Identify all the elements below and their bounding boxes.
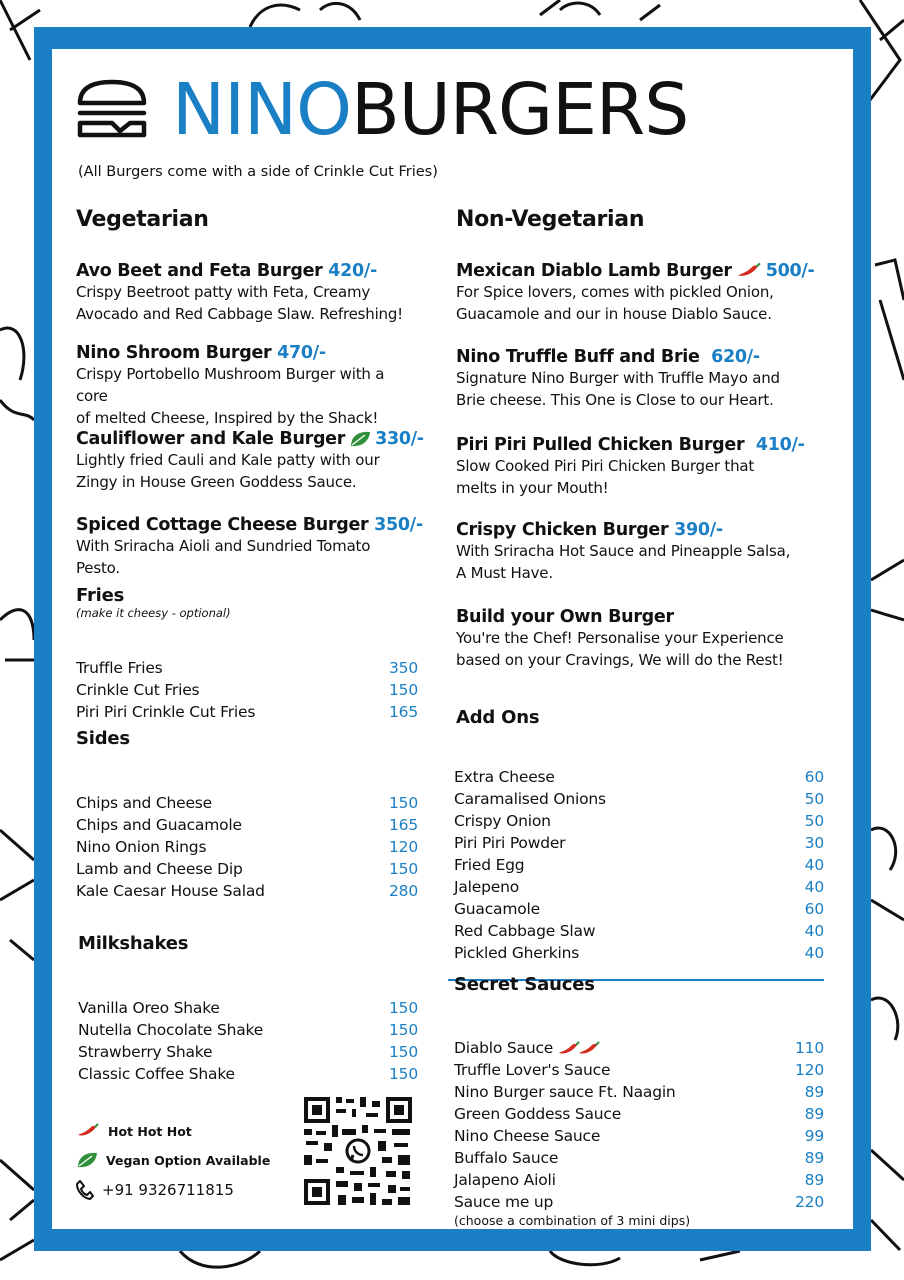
brand-name [172, 68, 689, 151]
item-price: 470/- [277, 343, 326, 363]
item-name: Cauliflower and Kale Burger [76, 429, 346, 449]
logo [76, 68, 689, 151]
item-price: 500/- [765, 261, 815, 281]
burger-logo-icon [76, 79, 148, 141]
fries-note: (make it cheesy - optional) [76, 606, 231, 620]
milkshakes-list [78, 997, 418, 1085]
menu-item [456, 347, 824, 411]
item-desc: Guacamole and our in house Diablo Sauce. [456, 305, 772, 323]
sides-list [76, 792, 418, 902]
fries-section [76, 585, 418, 620]
item-price: 390/- [674, 520, 723, 540]
list-item: Caramalised Onions 50 [454, 790, 824, 808]
list-item: Crispy Onion 50 [454, 812, 824, 830]
legend-vegan-text: Vegan Option Available [106, 1152, 271, 1168]
item-name: Avo Beet and Feta Burger [76, 261, 323, 281]
list-item: Strawberry Shake 150 [78, 1043, 418, 1061]
list-item: Crinkle Cut Fries 150 [76, 681, 418, 699]
nonveg-heading: Non-Vegetarian [456, 207, 645, 232]
list-item: Lamb and Cheese Dip 150 [76, 860, 418, 878]
list-item: Jalepeno 40 [454, 878, 824, 896]
item-desc: Signature Nino Burger with Truffle Mayo and [456, 369, 780, 387]
list-item: Jalapeno Aioli 89 [454, 1171, 824, 1189]
legend-hot [76, 1123, 192, 1139]
legend-hot-text: Hot Hot Hot [108, 1123, 192, 1139]
menu-item [76, 515, 423, 579]
list-item: Chips and Cheese 150 [76, 794, 418, 812]
chili-icon [76, 1123, 100, 1139]
item-desc: Zingy in House Green Goddess Sauce. [76, 473, 357, 491]
double-chili-icon [557, 1040, 601, 1058]
list-item: Classic Coffee Shake 150 [78, 1065, 418, 1083]
item-name: Build your Own Burger [456, 607, 674, 627]
menu-item [456, 435, 824, 499]
list-item: Buffalo Sauce 89 [454, 1149, 824, 1167]
list-item: Nino Burger sauce Ft. Naagin 89 [454, 1083, 824, 1101]
list-item: Kale Caesar House Salad 280 [76, 882, 418, 900]
item-desc: melts in your Mouth! [456, 479, 609, 497]
item-price: 350/- [374, 515, 423, 535]
sides-heading: Sides [76, 728, 130, 749]
milkshakes-heading: Milkshakes [78, 933, 189, 954]
item-name: Nino Truffle Buff and Brie [456, 347, 700, 367]
whatsapp-qr-icon[interactable] [302, 1095, 414, 1207]
vegetarian-heading: Vegetarian [76, 207, 209, 232]
list-item: Fried Egg 40 [454, 856, 824, 874]
list-item: Vanilla Oreo Shake 150 [78, 999, 418, 1017]
list-item: Nutella Chocolate Shake 150 [78, 1021, 418, 1039]
item-name: Piri Piri Pulled Chicken Burger [456, 435, 745, 455]
list-item: Guacamole 60 [454, 900, 824, 918]
list-item: Sauce me up 220 [454, 1193, 824, 1211]
menu-item [76, 343, 418, 429]
phone-icon [76, 1180, 94, 1200]
phone-number[interactable]: +91 9326711815 [102, 1181, 234, 1199]
menu-item [456, 520, 824, 584]
leaf-icon [349, 430, 371, 448]
list-item: Pickled Gherkins 40 [454, 944, 824, 962]
addons-heading: Add Ons [456, 707, 540, 728]
menu-frame [34, 27, 871, 1251]
list-item: Extra Cheese 60 [454, 768, 824, 786]
menu-item [456, 261, 824, 325]
list-item: Truffle Lover's Sauce 120 [454, 1061, 824, 1079]
sauces-list [454, 1037, 824, 1228]
item-price: 620/- [711, 347, 760, 367]
menu-item [76, 429, 424, 493]
menu-item [456, 607, 824, 671]
list-item: Piri Piri Powder 30 [454, 834, 824, 852]
legend-phone [76, 1180, 234, 1200]
list-item: Diablo Sauce 110 [454, 1039, 824, 1057]
list-item: Truffle Fries 350 [76, 659, 418, 677]
list-item: Nino Onion Rings 120 [76, 838, 418, 856]
legend-vegan [76, 1151, 270, 1169]
sauces-heading: Secret Sauces [454, 974, 595, 995]
menu-item [76, 261, 418, 325]
item-desc: Brie cheese. This One is Close to our Heart. [456, 391, 774, 409]
brand-burgers: BURGERS [351, 68, 689, 151]
item-name: Mexican Diablo Lamb Burger [456, 261, 732, 281]
leaf-icon [76, 1151, 98, 1169]
list-item: Nino Cheese Sauce 99 [454, 1127, 824, 1145]
list-item: Green Goddess Sauce 89 [454, 1105, 824, 1123]
tagline: (All Burgers come with a side of Crinkle Cut Fries) [78, 164, 438, 180]
item-price: 420/- [328, 261, 377, 281]
item-desc: Avocado and Red Cabbage Slaw. Refreshing! [76, 305, 403, 323]
item-desc: Crispy Beetroot patty with Feta, Creamy [76, 283, 371, 301]
list-item: Red Cabbage Slaw 40 [454, 922, 824, 940]
item-desc: For Spice lovers, comes with pickled Onion, [456, 283, 774, 301]
menu-panel [52, 49, 853, 1229]
item-price: 410/- [755, 435, 805, 455]
item-desc: With Sriracha Hot Sauce and Pineapple Salsa, [456, 542, 791, 560]
sauces-combo-note: (choose a combination of 3 mini dips) [454, 1213, 691, 1228]
item-name: Crispy Chicken Burger [456, 520, 669, 540]
brand-nino: NINO [172, 68, 352, 151]
item-desc: of melted Cheese, Inspired by the Shack! [76, 409, 379, 427]
item-name: Spiced Cottage Cheese Burger [76, 515, 369, 535]
item-desc: A Must Have. [456, 564, 553, 582]
item-desc: Slow Cooked Piri Piri Chicken Burger that [456, 457, 755, 475]
item-price: 330/- [375, 429, 424, 449]
fries-list [76, 657, 418, 723]
fries-heading: Fries [76, 585, 125, 606]
list-item: Piri Piri Crinkle Cut Fries 165 [76, 703, 418, 721]
addons-list [454, 766, 824, 964]
item-desc: Crispy Portobello Mushroom Burger with a core [76, 365, 385, 405]
item-desc: Lightly fried Cauli and Kale patty with our [76, 451, 380, 469]
list-item: Chips and Guacamole 165 [76, 816, 418, 834]
chili-icon [736, 262, 762, 280]
item-desc: based on your Cravings, We will do the Rest! [456, 651, 784, 669]
item-name: Nino Shroom Burger [76, 343, 272, 363]
item-desc: You're the Chef! Personalise your Experience [456, 629, 784, 647]
item-desc: With Sriracha Aioli and Sundried Tomato Pesto. [76, 537, 371, 577]
